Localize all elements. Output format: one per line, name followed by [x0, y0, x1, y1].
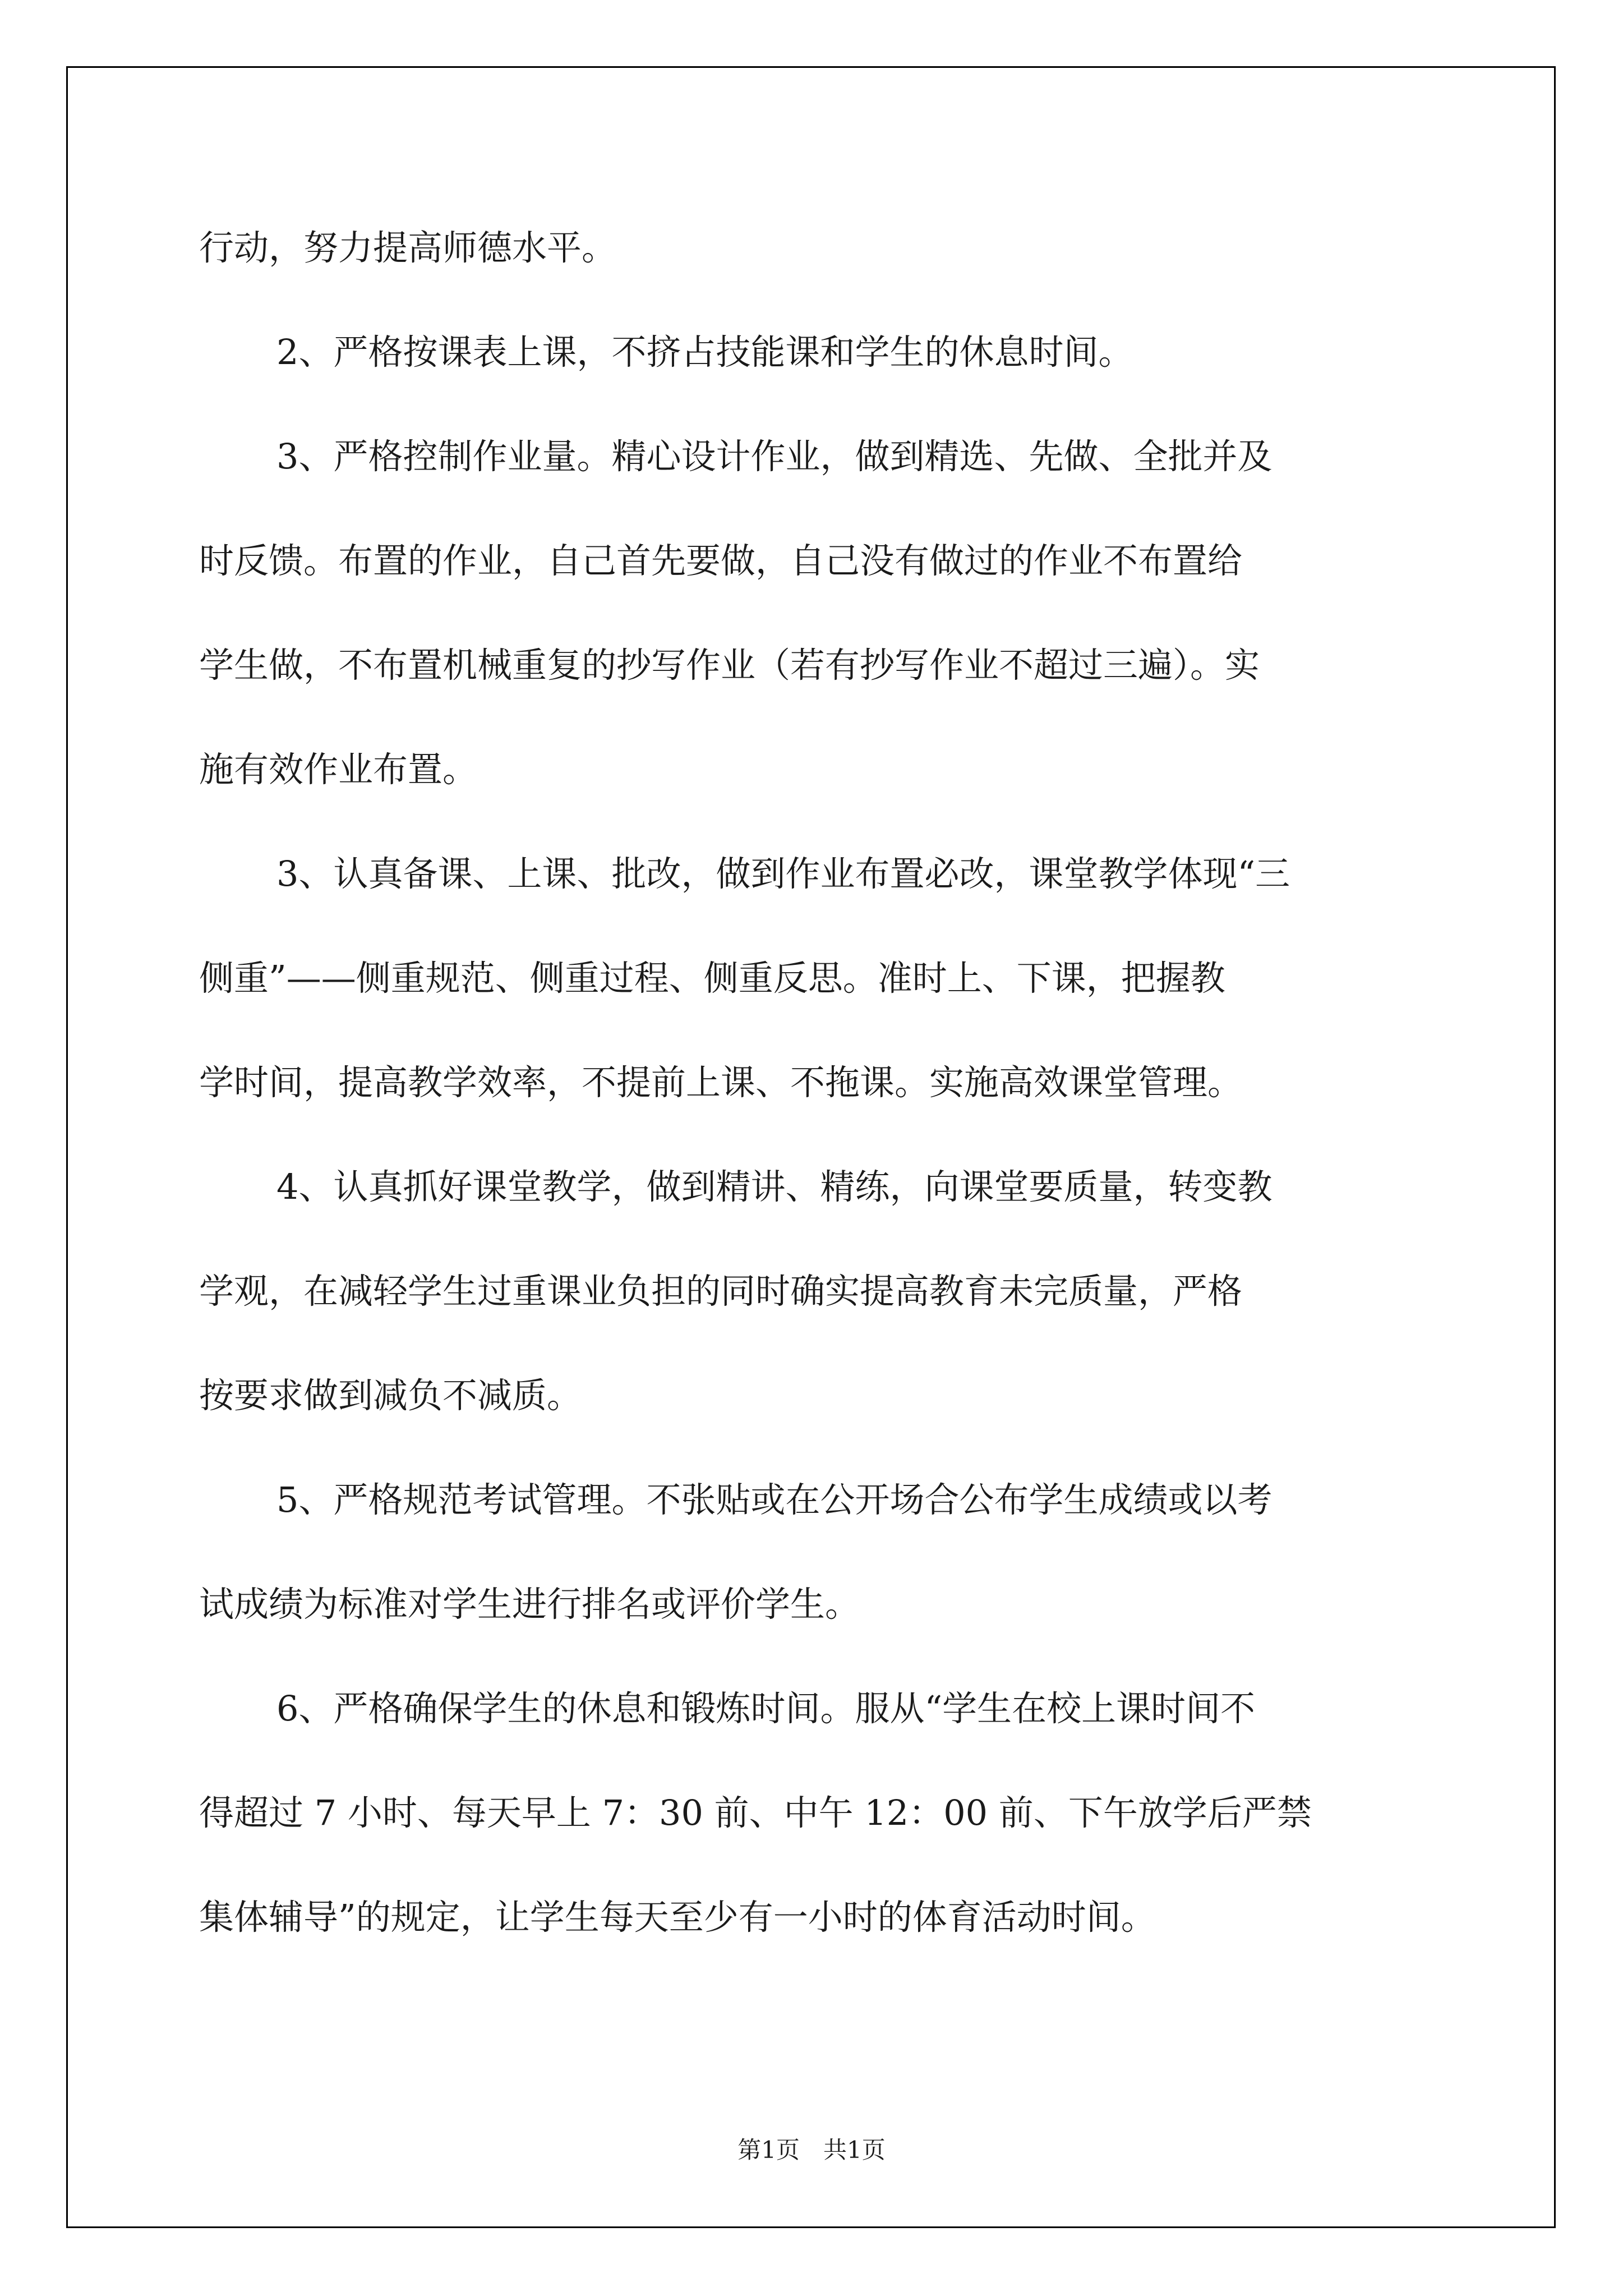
- paragraph-line: 6、严格确保学生的休息和锻炼时间。服从“学生在校上课时间不: [276, 1688, 1256, 1729]
- paragraph-line: 3、严格控制作业量。精心设计作业，做到精选、先做、全批并及: [276, 436, 1272, 477]
- paragraph-line: 按要求做到减负不减质。: [199, 1375, 582, 1416]
- paragraph-line: 学生做，不布置机械重复的抄写作业（若有抄写作业不超过三遍）。实: [199, 645, 1260, 685]
- paragraph-line: 学观，在减轻学生过重课业负担的同时确实提高教育未完质量，严格: [199, 1271, 1243, 1312]
- paragraph-line: 时反馈。布置的作业，自己首先要做，自己没有做过的作业不布置给: [199, 540, 1243, 581]
- paragraph-line: 侧重”——侧重规范、侧重过程、侧重反思。准时上、下课，把握教: [199, 958, 1225, 999]
- paragraph-line: 学时间，提高教学效率，不提前上课、不拖课。实施高效课堂管理。: [199, 1062, 1243, 1103]
- paragraph-line: 3、认真备课、上课、批改，做到作业布置必改，课堂教学体现“三: [276, 853, 1290, 894]
- paragraph-line: 2、严格按课表上课，不挤占技能课和学生的休息时间。: [276, 332, 1133, 372]
- paragraph-line: 得超过 7 小时、每天早上 7：30 前、中午 12：00 前、下午放学后严禁: [199, 1792, 1312, 1833]
- page-number-footer: 第1页 共1页: [737, 2136, 886, 2164]
- paragraph-line: 5、严格规范考试管理。不张贴或在公开场合公布学生成绩或以考: [276, 1479, 1272, 1520]
- paragraph-line: 试成绩为标准对学生进行排名或评价学生。: [199, 1584, 860, 1625]
- paragraph-line: 集体辅导”的规定，让学生每天至少有一小时的体育活动时间。: [199, 1897, 1156, 1938]
- paragraph-line: 4、认真抓好课堂教学，做到精讲、精练，向课堂要质量，转变教: [276, 1166, 1272, 1207]
- paragraph-line: 行动，努力提高师德水平。: [199, 227, 617, 268]
- paragraph-line: 施有效作业布置。: [199, 749, 478, 790]
